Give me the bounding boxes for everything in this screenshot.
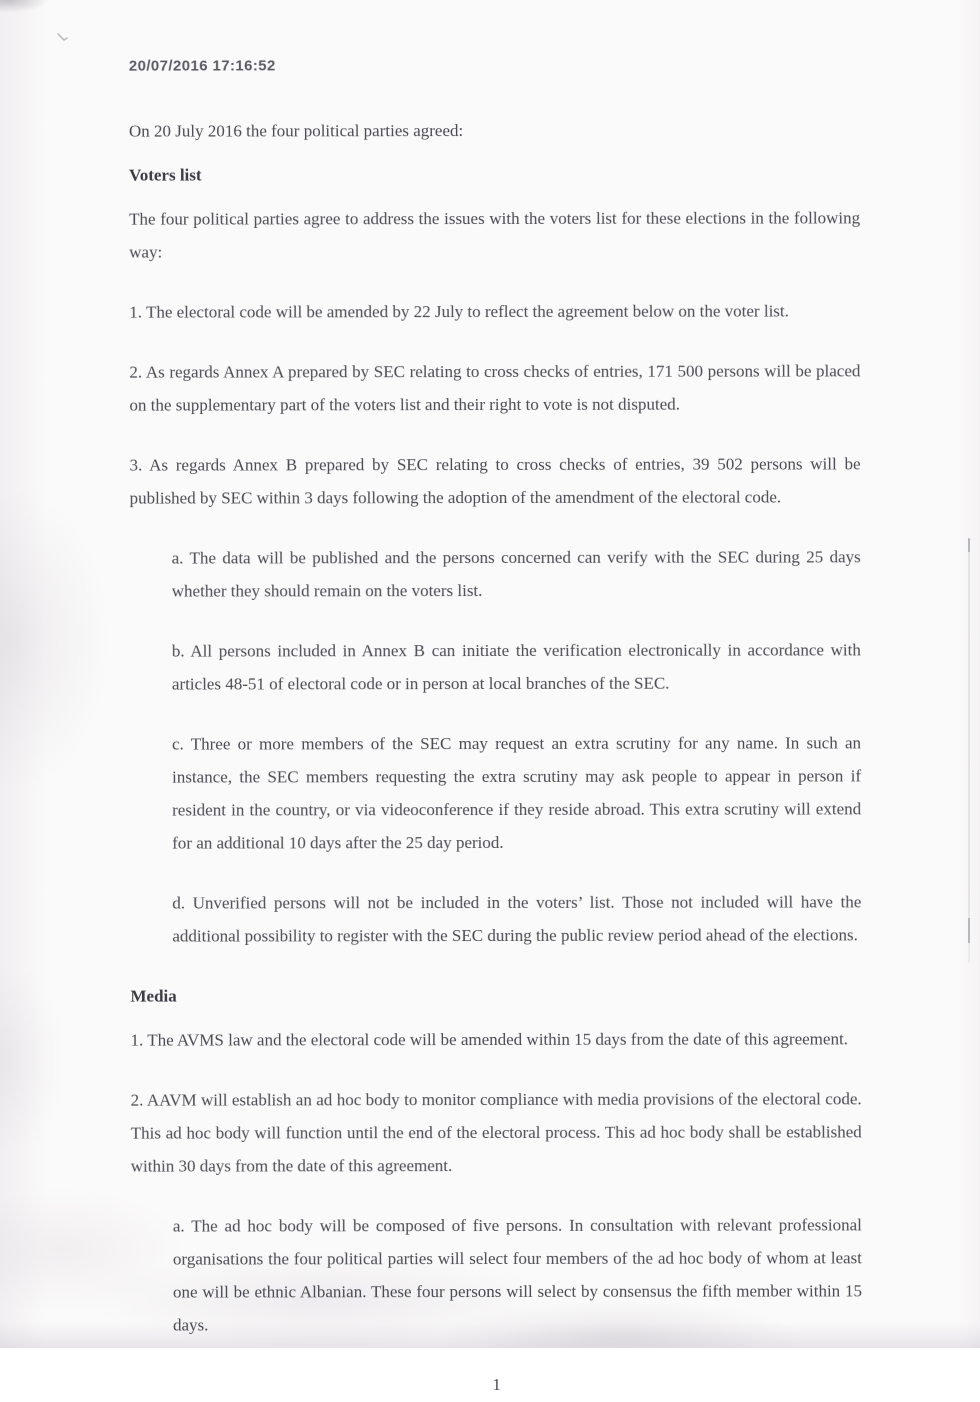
voters-list-subitem-b: b. All persons included in Annex B can initiate the verification electronically in accordance with articles 48-51 of electoral code or in person at local branches of the SEC.	[172, 633, 861, 700]
voters-list-item-3: 3. As regards Annex B prepared by SEC relating to cross checks of entries, 39 502 persons will be published by SEC within 3 days following the adoption of the amendment of the electoral code.	[130, 447, 861, 514]
scan-fold-line	[968, 538, 970, 963]
voters-list-subitem-d: d. Unverified persons will not be included in the voters’ list. Those not included will have the additional possibility to register with the SEC during the public review period ahead of the elections.	[172, 885, 861, 952]
voters-list-subitem-a: a. The data will be published and the persons concerned can verify with the SEC during 25 days whether they should remain on the voters list.	[172, 540, 861, 607]
document-body	[129, 55, 862, 1401]
media-subitem-a: a. The ad hoc body will be composed of five persons. In consultation with relevant professional organisations the four political parties will select four members of the ad hoc body of whom at least one will be ethnic Albanian. These four persons will select by consensus the fifth member within 15 days.	[173, 1208, 862, 1341]
page-number: 1	[131, 1367, 862, 1401]
section-heading-media: Media	[130, 978, 861, 1012]
media-item-1: 1. The AVMS law and the electoral code will be amended within 15 days from the date of this agreement.	[131, 1022, 862, 1056]
voters-list-item-1: 1. The electoral code will be amended by 22 July to reflect the agreement below on the voter list.	[129, 294, 860, 328]
intro-line: On 20 July 2016 the four political parties agreed:	[129, 113, 860, 147]
pencil-mark	[55, 30, 71, 46]
voters-list-lead: The four political parties agree to address the issues with the voters list for these elections in the following way:	[129, 201, 860, 268]
voters-list-item-2: 2. As regards Annex A prepared by SEC relating to cross checks of entries, 171 500 persons will be placed on the supplementary part of the voters list and their right to vote is not disputed.	[129, 354, 860, 421]
fax-timestamp: 20/07/2016 17:16:52	[129, 55, 860, 76]
voters-list-subitem-c: c. Three or more members of the SEC may request an extra scrutiny for any name. In such an instance, the SEC members requesting the extra scrutiny may ask people to appear in person if resident in the country, or via videoconference if they reside abroad. This extra scrutiny will extend for an additional 10 days after the 25 day period.	[172, 726, 861, 859]
media-item-2: 2. AAVM will establish an ad hoc body to monitor compliance with media provisions of the electoral code. This ad hoc body will function until the end of the electoral process. This ad hoc body shall be established within 30 days from the date of this agreement.	[131, 1082, 862, 1182]
section-heading-voters-list: Voters list	[129, 157, 860, 191]
